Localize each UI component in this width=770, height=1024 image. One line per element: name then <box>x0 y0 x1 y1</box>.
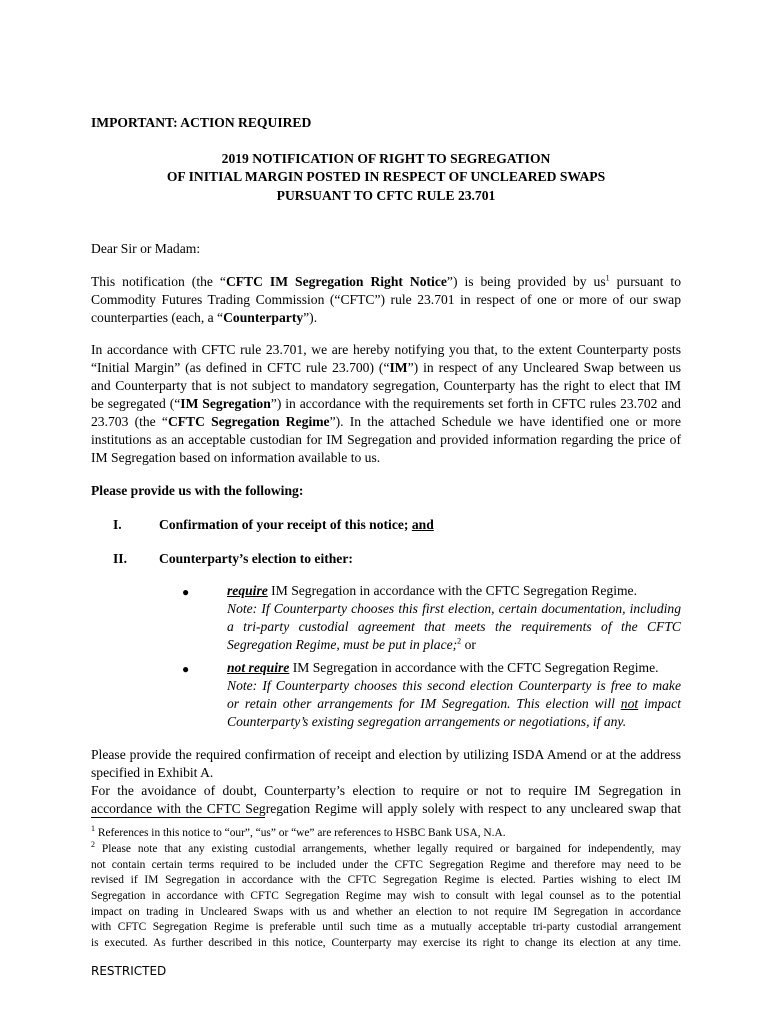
bullet-1-line-4: Segregation Regime, must be put in place;$^2$ or <box>227 636 476 652</box>
paragraph-3-line-3: For the avoidance of doubt, Counterparty’s election to require or not to require IM Segregation in <box>91 783 681 798</box>
item-1-text: Confirmation of your receipt of this notice; and <box>159 517 434 532</box>
classification-label: RESTRICTED <box>91 964 167 978</box>
title-line-1: 2019 NOTIFICATION OF RIGHT TO SEGREGATION <box>221 151 551 166</box>
footnote-divider <box>91 817 265 818</box>
paragraph-2-line-7: IM Segregation based on information available to us. <box>91 450 381 465</box>
bullet-1-line-3: a tri-party custodial agreement that meets the requirements of the CFTC <box>227 619 681 634</box>
paragraph-1-line-3: counterparties (each, a “Counterparty”). <box>91 310 318 325</box>
bullet-2-line-1: not require IM Segregation in accordance with the CFTC Segregation Regime. <box>227 660 659 675</box>
salutation: Dear Sir or Madam: <box>91 241 201 256</box>
paragraph-1-line-2: Commodity Futures Trading Commission (“CFTC”) rule 23.701 in respect of one or more of our swap <box>91 292 681 307</box>
item-1-number: I. <box>113 517 122 532</box>
bullet-1-line-1: require IM Segregation in accordance with the CFTC Segregation Regime. <box>227 583 637 598</box>
paragraph-2-line-1: In accordance with CFTC rule 23.701, we are hereby notifying you that, to the extent Counterparty posts <box>91 342 681 357</box>
paragraph-2-line-6: institutions as an acceptable custodian for IM Segregation and provided information regarding the price of <box>91 432 681 447</box>
paragraph-1-line-1: This notification (the “CFTC IM Segregation Right Notice”) is being provided by $us^1$ pursuant to <box>91 273 682 289</box>
bullet-2-line-2: Note: If Counterparty chooses this second election Counterparty is free to make <box>227 678 681 693</box>
footnote-2-line-2: not contain certain terms required to be included under the CFTC Segregation Regime and therefore may need to be <box>91 859 681 871</box>
paragraph-2-line-4: be segregated (“IM Segregation”) in accordance with the requirements set forth in CFTC rules 23.702 and <box>91 396 681 411</box>
bullet-2-line-4: Counterparty’s existing segregation arrangements or negotiations, if any. <box>227 714 627 729</box>
title-line-2: OF INITIAL MARGIN POSTED IN RESPECT OF UNCLEARED SWAPS <box>166 169 606 184</box>
bullet-2-line-3: or retain other arrangements for IM Segregation. This election will not impact <box>227 696 681 711</box>
title-line-3: PURSUANT TO CFTC RULE 23.701 <box>276 188 496 203</box>
footnote-ref-2: 2 <box>457 636 462 646</box>
please-provide-heading: Please provide us with the following: <box>91 483 304 498</box>
bullet-1-line-2: Note: If Counterparty chooses this first election, certain documentation, including <box>227 601 681 616</box>
paragraph-2-line-2: “Initial Margin” (as defined in CFTC rule 23.700) (“IM”) in respect of any Uncleared Swap between us <box>91 360 681 375</box>
footnote-2-line-6: with CFTC Segregation Regime is preferable until such time as a mutually acceptable tri-party custodial arrangement <box>91 921 681 933</box>
item-2-text: Counterparty’s election to either: <box>159 551 353 566</box>
footnote-1: $^1$ References in this notice to “our”, “us” or “we” are references to HSBC Bank USA, N.A. <box>91 824 506 839</box>
important-heading: IMPORTANT: ACTION REQUIRED <box>91 115 312 130</box>
footnote-ref-1: 1 <box>605 273 610 283</box>
paragraph-2-line-5: 23.703 (the “CFTC Segregation Regime”). In the attached Schedule we have identified one or more <box>91 414 681 429</box>
footnote-2-line-4: Segregation in accordance with CFTC Segregation Regime may wish to consult with legal counsel as to the potential <box>91 890 681 902</box>
paragraph-3-line-2: specified in Exhibit A. <box>91 765 214 780</box>
footnote-2-line-5: impact on trading in Uncleared Swaps with us and whether an election to not require IM Segregation in accordance <box>91 906 681 918</box>
paragraph-3-line-1: Please provide the required confirmation of receipt and election by utilizing ISDA Amend or at the address <box>91 747 681 762</box>
footnote-2-line-7: is executed. As further described in this notice, Counterparty may exercise its right to change its election at any time. <box>91 937 681 949</box>
bullet-1-icon: ● <box>182 585 190 599</box>
footnote-2-line-1: $^2$ Please note that any existing custodial arrangements, whether legally required or bargained for independently, may <box>91 840 681 855</box>
paragraph-2-line-3: and Counterparty that is not subject to mandatory segregation, Counterparty has the right to elect that IM <box>91 378 681 393</box>
item-2-number: II. <box>113 551 127 566</box>
footnote-2-line-3: revised if IM Segregation in accordance with the CFTC Segregation Regime is elected. Parties wishing to elect IM <box>91 874 681 886</box>
bullet-2-icon: ● <box>182 662 190 676</box>
paragraph-3-line-4: accordance with the CFTC Segregation Regime will apply solely with respect to any uncleared swap that <box>91 801 681 816</box>
